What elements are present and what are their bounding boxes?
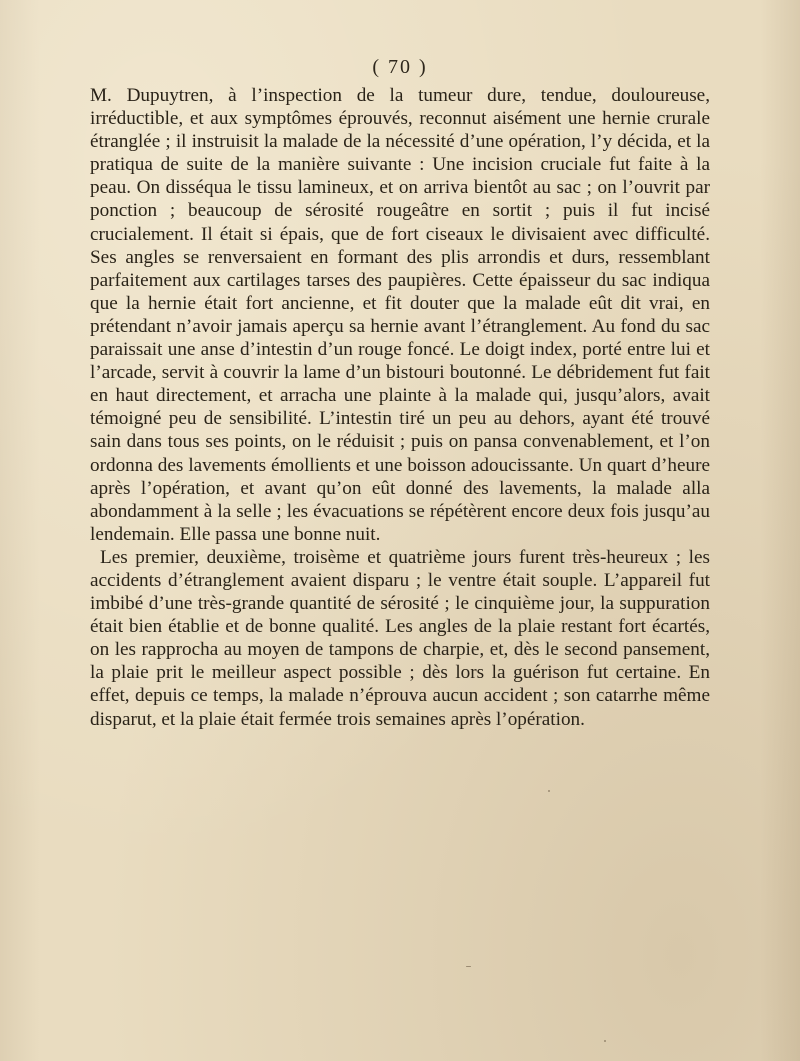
paper-speck [604,1040,606,1042]
paragraph-2: Les premier, deuxième, troisème et quatrième jours furent très-heureux ; les accidents d’étranglement avaient disparu ; le ventre était souple. L’appareil fut imbibé d’une très-grande quantité de sérosité ; le cinquième jour, la suppuration était bien établie et de bonne qualité. Les angles de la plaie restant fort écartés, on les rapprocha au moyen de tampons de charpie, et, dès le second pansement, la plaie prit le meilleur aspect possible ; dès lors la guérison fut certaine. En effet, depuis ce temps, la malade n’éprouva aucun accident ; son catarrhe même disparut, et la plaie était fermée trois semaines après l’opération. [90,546,710,730]
body-text [90,84,710,731]
paper-speck [466,966,471,967]
paragraph-1: M. Dupuytren, à l’inspection de la tumeur dure, tendue, douloureuse, irréductible, et aux symptômes éprouvés, reconnut aisément une hernie crurale étranglée ; il instruisit la malade de la nécessité d’une opération, l’y décida, et la pratiqua de suite de la manière suivante : Une incision cruciale fut faite à la peau. On disséqua le tissu lamineux, et on arriva bientôt au sac ; on l’ouvrit par ponction ; beaucoup de sérosité rougeâtre en sortit ; puis il fut incisé crucialement. Il était si épais, que de fort ciseaux le divisaient avec difficulté. Ses angles se renversaient en formant des plis arrondis et durs, ressemblant parfaitement aux cartilages tarses des paupières. Cette épaisseur du sac indiqua que la hernie était fort ancienne, et fit douter que la malade eût dit vrai, en prétendant n’avoir jamais aperçu sa hernie avant l’étranglement. Au fond du sac paraissait une anse d’intestin d’un rouge foncé. Le doigt index, porté entre lui et l’arcade, servit à couvrir la lame d’un bistouri boutonné. Le débridement fut fait en haut directement, et arracha une plainte à la malade qui, jusqu’alors, avait témoigné peu de sensibilité. L’intestin tiré un peu au dehors, ayant été trouvé sain dans tous ses points, on le réduisit ; puis on pansa convenablement, et l’on ordonna des lavements émollients et une boisson adoucissante. Un quart d’heure après l’opération, et avant qu’on eût donné des lavements, la malade alla abondamment à la selle ; les évacuations se répétèrent encore deux fois jusqu’au lendemain. Elle passa une bonne nuit. [90,85,710,545]
page-number: ( 70 ) [372,56,428,78]
paper-speck [548,790,550,792]
